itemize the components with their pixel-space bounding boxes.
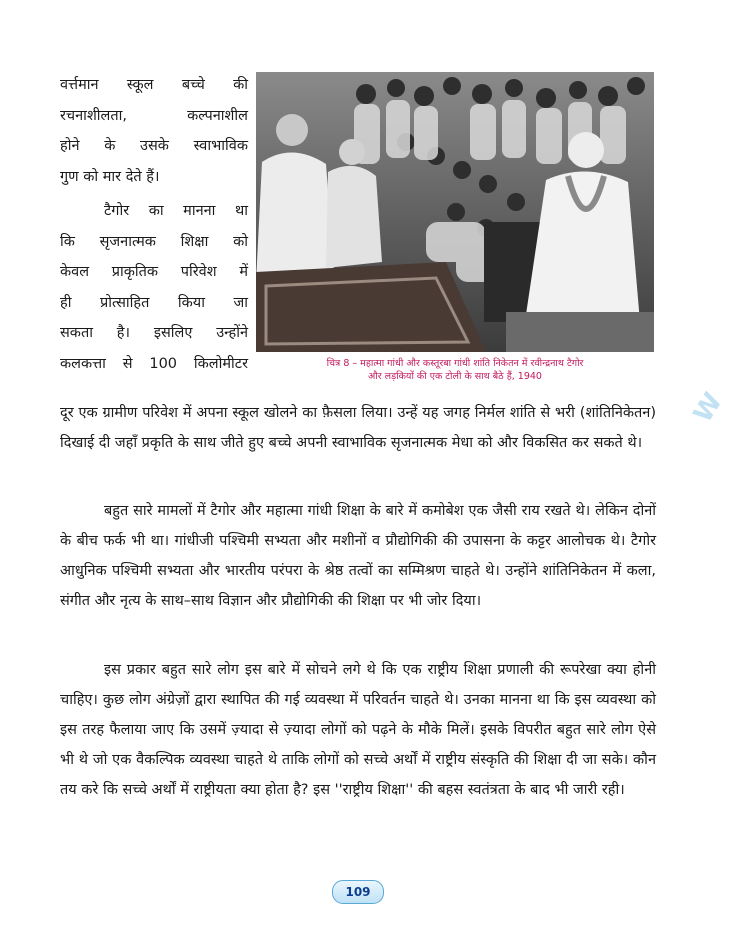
paragraph-text: इस प्रकार बहुत सारे लोग इस बारे में सोचने लगे थे कि एक राष्ट्रीय शिक्षा प्रणाली की रूपरेखा क्या होनी चाहिए। कुछ लोग अंग्रेज़ों द्वारा स्थापित की गई व्यवस्था में परिवर्तन चाहते थे। उनका मानना था कि इस व्यवस्था को इस तरह फैलाया जाए कि उसमें ज़्यादा से ज़्यादा लोगों को पढ़ने के मौके मिलें। इसके विपरीत बहुत सारे लोग ऐसे भी थे जो एक वैकल्पिक व्यवस्था चाहते थे ताकि लोगों को सच्चे अर्थों में राष्ट्रीय संस्कृति की शिक्षा दी जा सके। कौन तय करे कि सच्चे अर्थों में राष्ट्रीयता क्या होता है? इस ''राष्ट्रीय शिक्षा'' की बहस स्वतंत्रता के बाद भी जारी रही। (60, 662, 656, 798)
wrapped-text-column (60, 70, 248, 379)
text-line: कलकत्ता से 100 किलोमीटर (60, 355, 248, 372)
text-line: होने के उसके स्वाभाविक (60, 138, 248, 154)
text-line: केवल प्राकृतिक परिवेश में (60, 264, 248, 280)
text-line: गुण को मार देते हैं। (60, 168, 160, 185)
paragraph (60, 655, 656, 805)
historical-photo (256, 72, 654, 352)
photo-caption (256, 357, 654, 383)
paragraph-text: बहुत सारे मामलों में टैगोर और महात्मा गांधी शिक्षा के बारे में कमोबेश एक जैसी राय रखते थे। लेकिन दोनों के बीच फर्क भी था। गांधीजी पश्चिमी सभ्यता और मशीनों व प्रौद्योगिकी की उपासना के कट्टर आलोचक थे। टैगोर आधुनिक पश्चिमी सभ्यता और भारतीय परंपरा के श्रेष्ठ तत्वों का सम्मिश्रण चाहते थे। उन्होंने शांतिनिकेतन में कला, संगीत और नृत्य के साथ–साथ विज्ञान और प्रौद्योगिकी की शिक्षा पर भी जोर दिया। (60, 503, 656, 609)
text-line: टैगोर का मानना था (104, 203, 248, 219)
paragraph (60, 398, 656, 458)
photo-illustration (256, 72, 654, 352)
text-line: सकता है। इसलिए उन्होंने (60, 325, 248, 341)
text-line: कि सृजनात्मक शिक्षा को (60, 233, 248, 250)
text-line: ही प्रोत्साहित किया जा (60, 294, 248, 311)
text-line: वर्त्तमान स्कूल बच्चे की (60, 77, 248, 93)
page-number: 109 (332, 880, 384, 904)
watermark: W (688, 387, 729, 428)
paragraph-text: दूर एक ग्रामीण परिवेश में अपना स्कूल खोलने का फ़ैसला लिया। उन्हें यह जगह निर्मल शांति से भरी (शांतिनिकेतन) दिखाई दी जहाँ प्रकृति के साथ जीते हुए बच्चे अपनी स्वाभाविक सृजनात्मक मेधा को और विकसित कर सकते थे। (60, 405, 656, 451)
text-line: रचनाशीलता, कल्पनाशील (60, 107, 248, 124)
paragraph (60, 496, 656, 616)
caption-line: और लड़कियों की एक टोली के साथ बैठे हैं, 1940 (368, 371, 542, 382)
caption-line: चित्र 8 – महात्मा गांधी और कस्तूरबा गांधी शांति निकेतन में रवीन्द्रनाथ टैगोर (326, 358, 584, 369)
